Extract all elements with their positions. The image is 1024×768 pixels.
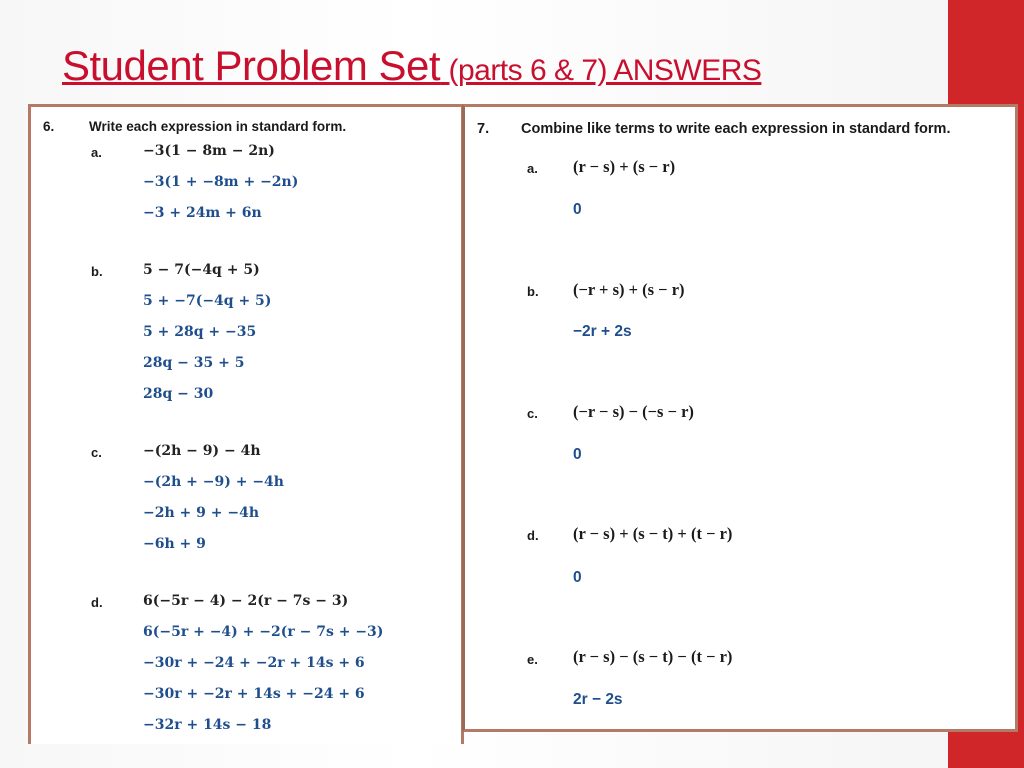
problem-6c-letter: c. [91, 445, 102, 460]
problem-6-number: 6. [43, 119, 55, 134]
problem-6b-letter: b. [91, 264, 103, 279]
problem-6-prompt: Write each expression in standard form. [89, 119, 347, 134]
problem-6d-line: 6(−5r − 4) − 2(r − 7s − 3) [143, 593, 349, 609]
problem-7d-letter: d. [527, 528, 539, 543]
problem-6d-line: −30r + −2r + 14s + −24 + 6 [143, 686, 365, 702]
problem-7c-letter: c. [527, 406, 538, 421]
problem-6c-line: −(2h − 9) − 4h [143, 443, 261, 459]
slide-title [62, 42, 761, 90]
problem-7c-question: (−r − s) − (−s − r) [573, 402, 694, 421]
problem-7a-letter: a. [527, 161, 538, 176]
problem-7e-answer: 2r − 2s [573, 691, 623, 708]
problem-7a-question: (r − s) + (s − r) [573, 157, 676, 176]
problem-6c-line: −(2h + −9) + −4h [143, 474, 284, 490]
problem-6d-line: 6(−5r + −4) + −2(r − 7s + −3) [143, 624, 384, 640]
problem-7b-letter: b. [527, 284, 539, 299]
problem-6b-line: 28q − 35 + 5 [143, 355, 245, 371]
problem-7d-answer: 0 [573, 569, 582, 586]
problem-6c-line: −6h + 9 [143, 536, 206, 552]
problem-6d-line: −30r + −24 + −2r + 14s + 6 [143, 655, 365, 671]
problem-6a-line: −3(1 − 8m − 2n) [143, 143, 275, 159]
problem-7e-question: (r − s) − (s − t) − (t − r) [573, 647, 733, 666]
problem-7e-letter: e. [527, 652, 538, 667]
problem-6a-line: −3(1 + −8m + −2n) [143, 174, 299, 190]
problem-7-number: 7. [477, 121, 490, 137]
slide-title-sub: (parts 6 & 7) ANSWERS [448, 54, 762, 87]
problem-7d-question: (r − s) + (s − t) + (t − r) [573, 524, 733, 543]
problem-6a-letter: a. [91, 145, 102, 160]
problem-7-prompt: Combine like terms to write each expression in standard form. [521, 121, 951, 137]
problem-6b-line: 5 + 28q + −35 [143, 324, 257, 340]
problem-6b-line: 28q − 30 [143, 386, 214, 402]
problem-7-panel [462, 104, 1018, 732]
problem-6a-line: −3 + 24m + 6n [143, 205, 262, 221]
problem-6b-line: 5 − 7(−4q + 5) [143, 262, 260, 278]
problem-6c-line: −2h + 9 + −4h [143, 505, 259, 521]
problem-7a-answer: 0 [573, 201, 582, 218]
problem-6d-letter: d. [91, 595, 103, 610]
problem-7c-answer: 0 [573, 446, 582, 463]
problem-6b-line: 5 + −7(−4q + 5) [143, 293, 272, 309]
slide-title-main: Student Problem Set [62, 42, 441, 89]
problem-7b-question: (−r + s) + (s − r) [573, 280, 685, 299]
problem-7b-answer: −2r + 2s [573, 323, 632, 340]
problem-6d-line: −32r + 14s − 18 [143, 717, 272, 733]
problem-6-panel [28, 104, 464, 744]
